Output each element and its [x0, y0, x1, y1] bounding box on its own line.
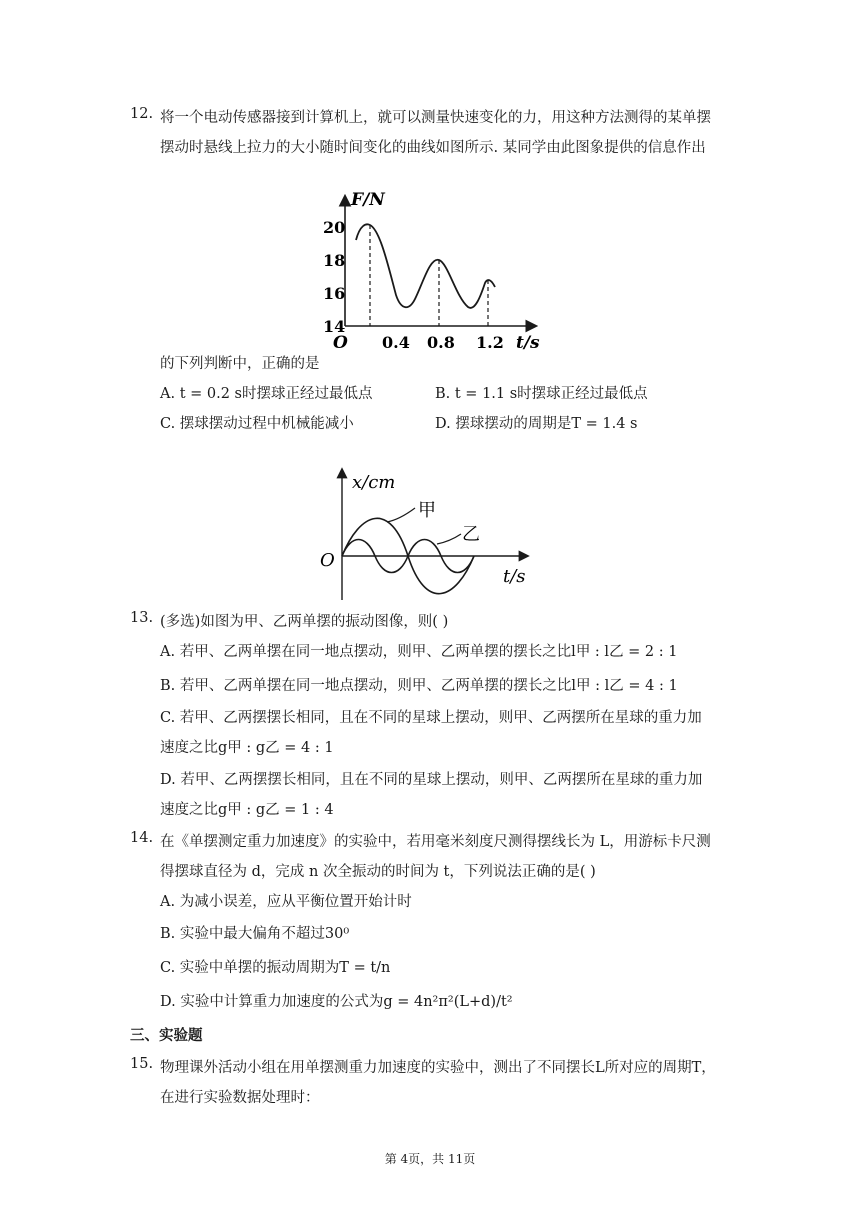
q12-option-c: C. 摆球摆动过程中机械能减小	[160, 416, 354, 432]
x-tick-0.8: 0.8	[427, 333, 455, 352]
x-axis-label: t/s	[503, 566, 526, 587]
leader-jia	[387, 508, 415, 522]
q13-stem: (多选)如图为甲、乙两单摆的振动图像，则( )	[160, 614, 449, 630]
y-tick-18: 18	[323, 251, 346, 270]
x-tick-1.2: 1.2	[476, 333, 504, 352]
q13-option-d-line1: D. 若甲、乙两摆摆长相同，且在不同的星球上摆动，则甲、乙两摆所在星球的重力加	[160, 772, 703, 788]
page-footer: 第 4页，共 11页	[384, 1152, 476, 1166]
origin-label: O	[320, 550, 335, 571]
q14-option-c: C. 实验中单摆的振动周期为T = t/n	[160, 960, 391, 976]
x-tick-0.4: 0.4	[382, 333, 410, 352]
q12-option-a: A. t = 0.2 s时摆球正经过最低点	[160, 386, 373, 402]
oscillation-figure	[315, 462, 545, 602]
q13-option-c-line2: 速度之比g甲 : g乙 = 4 : 1	[160, 740, 334, 756]
q12-option-d: D. 摆球摆动的周期是T = 1.4 s	[435, 416, 638, 432]
origin-label: O	[333, 333, 348, 353]
q15-number: 15.	[130, 1056, 154, 1072]
q13-option-a: A. 若甲、乙两单摆在同一地点摆动，则甲、乙两单摆的摆长之比l甲 : l乙 = 2 : 1	[160, 644, 678, 660]
y-axis-label: x/cm	[352, 472, 396, 493]
label-jia: 甲	[418, 500, 436, 521]
section-heading-experiments: 三、实验题	[130, 1028, 203, 1044]
q14-option-a: A. 为减小误差，应从平衡位置开始计时	[160, 894, 412, 910]
q14-option-b: B. 实验中最大偏角不超过30⁰	[160, 926, 350, 942]
y-axis-label: F/N	[351, 190, 385, 210]
q12-stem-line3: 的下列判断中，正确的是	[160, 356, 320, 372]
label-yi: 乙	[462, 524, 480, 545]
q12-option-b: B. t = 1.1 s时摆球正经过最低点	[435, 386, 648, 402]
q13-option-d-line2: 速度之比g甲 : g乙 = 1 : 4	[160, 802, 334, 818]
y-tick-14: 14	[323, 317, 346, 336]
y-tick-20: 20	[323, 218, 346, 237]
q14-stem-line1: 在《单摆测定重力加速度》的实验中，若用毫米刻度尺测得摆线长为 L，用游标卡尺测	[160, 834, 711, 850]
q13-option-c-line1: C. 若甲、乙两摆摆长相同，且在不同的星球上摆动，则甲、乙两摆所在星球的重力加	[160, 710, 702, 726]
x-axis-label: t/s	[516, 333, 540, 353]
q12-stem-line2: 摆动时悬线上拉力的大小随时间变化的曲线如图所示. 某同学由此图象提供的信息作出	[160, 140, 706, 156]
q14-stem-line2: 得摆球直径为 d，完成 n 次全振动的时间为 t，下列说法正确的是( )	[160, 864, 596, 880]
q13-number: 13.	[130, 610, 154, 626]
force-time-figure	[300, 185, 560, 355]
leader-yi	[437, 534, 461, 544]
y-tick-16: 16	[323, 284, 346, 303]
q12-number: 12.	[130, 106, 154, 122]
q13-option-b: B. 若甲、乙两单摆在同一地点摆动，则甲、乙两单摆的摆长之比l甲 : l乙 = 4 : 1	[160, 678, 678, 694]
q14-option-d: D. 实验中计算重力加速度的公式为g = 4n²π²(L+d)/t²	[160, 994, 513, 1010]
q14-number: 14.	[130, 830, 154, 846]
q15-stem-line2: 在进行实验数据处理时：	[160, 1090, 320, 1106]
force-curve	[356, 224, 495, 308]
q15-stem-line1: 物理课外活动小组在用单摆测重力加速度的实验中，测出了不同摆长L所对应的周期T，	[160, 1060, 716, 1076]
q12-stem-line1: 将一个电动传感器接到计算机上，就可以测量快速变化的力，用这种方法测得的某单摆	[160, 110, 711, 126]
